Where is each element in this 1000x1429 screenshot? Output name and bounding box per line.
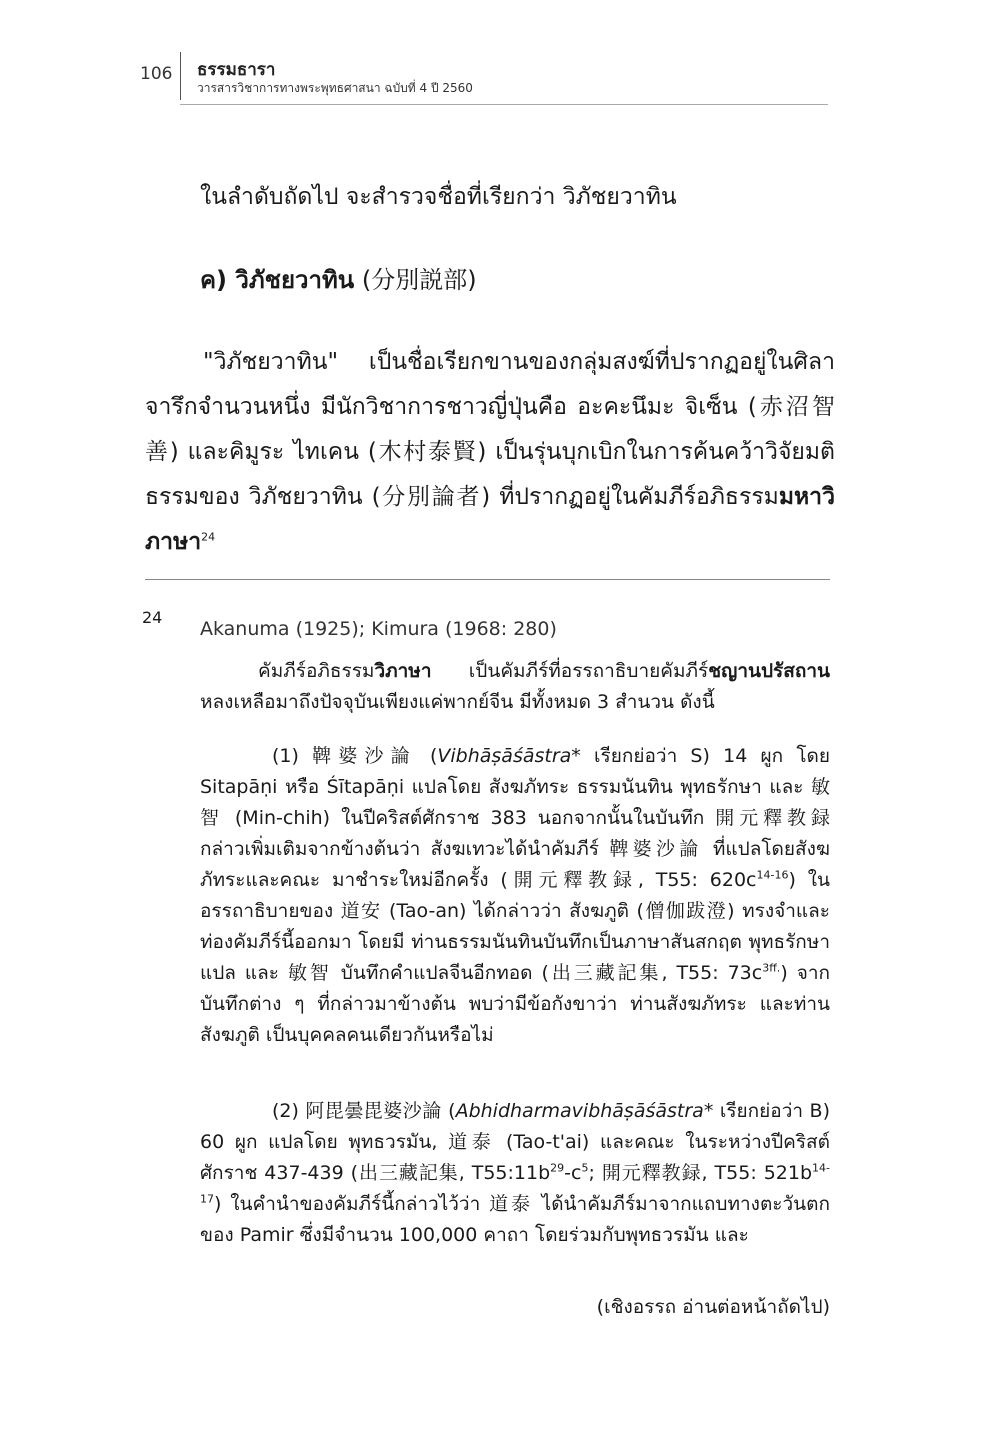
footnote-number: 24 [142,608,163,627]
fn-p2-text-e: ) จากบันทึกต่าง ๆ ที่กล่าวมาข้างต้น พบว่ามีข้อกังขาว่า ท่านสังฆภัทระ และท่านสังฆภูติ เป็นบุคคลคนเดียวกันหรือไม่ [200,962,830,1046]
fn-p3-text-d: -c [564,1162,582,1184]
header-rule [180,104,828,105]
footnote-paragraph-2 [200,741,830,1051]
section-heading [200,258,890,303]
journal-subtitle: วารสารวิชาการทางพระพุทธศาสนา ฉบับที่ 4 ปี 2560 [197,81,473,95]
footnote-paragraph-3 [200,1096,830,1251]
fn-p1-text-e: หลงเหลือมาถึงปัจจุบันเพียงแค่พากย์จีน มีทั้งหมด 3 สำนวน ดังนี้ [200,691,715,713]
fn-p2-sup-1: 14-16 [756,868,789,882]
fn-p1-text-c: เป็นคัมภีร์ที่อรรถาธิบายคัมภีร์ [431,660,709,682]
fn-p2-sup-2: 3ff. [762,961,781,975]
header-divider [180,52,181,100]
fn-p3-text-e: ; 開元釋教録, T55: 521b [588,1162,813,1184]
section-heading-title: ค) วิภัชยวาทิน [200,266,355,294]
body-paragraph-text: "วิภัชยวาทิน" เป็นชื่อเรียกขานของกลุ่มสงฆ์ที่ปรากฏอยู่ในศิลาจารึกจำนวนหนึ่ง มีนักวิชาการชาวญี่ปุ่นคือ อะคะนึมะ จิเซ็น (赤沼智善) และคิมูระ ไทเคน (木村泰賢) เป็นรุ่นบุกเบิกในการค้นคว้าวิจัยมติธรรมของ วิภัชยวาทิน (分別論者) ที่ปรากฏอยู่ในคัมภีร์อภิธรรม [145,349,835,510]
fn-p3-sup-1: 29 [550,1161,565,1175]
fn-p3-italic-title: Abhidharmavibhāṣāśāstra* [455,1100,714,1122]
fn-p3-text-f: ) ในคำนำของคัมภีร์นี้กล่าวไว้ว่า 道泰 ได้นำคัมภีร์มาจากแถบทางตะวันตกของ Pamir ซึ่งมีจำนวน 100,000 คาถา โดยร่วมกับพุทธวรมัน และ [200,1193,830,1246]
fn-p3-sup-3: 14-17 [200,1161,830,1206]
fn-p2-text-d: ) ในอรรถาธิบายของ 道安 (Tao-an) ได้กล่าวว่า สังฆภูติ (僧伽跋澄) ทรงจำและท่องคัมภีร์นี้ออกมา โดยมี ท่านธรรมนันทินบันทึกเป็นภาษาสันสกฤต พุทธรักษาแปล และ 敏智 บันทึกคำแปลจีนอีกทอด (出三藏記集, T55: 73c [200,869,830,984]
footnote-divider [145,579,830,580]
fn-p3-text-c: เรียกย่อว่า B) 60 ผูก แปลโดย พุทธวรมัน, 道泰 (Tao-t'ai) และคณะ ในระหว่างปีคริสต์ศักราช 437-439 (出三藏記集, T55:11b [200,1100,830,1184]
footnote-paragraph-1 [200,656,830,718]
continuation-note: (เชิงอรรถ อ่านต่อหน้าถัดไป) [596,1296,830,1318]
fn-p3-sup-2: 5 [581,1161,589,1175]
fn-p2-text-a: (1) 鞞婆沙論 ( [272,745,438,767]
page-number: 106 [140,64,173,84]
fn-p2-text-c: เรียกย่อว่า S) 14 ผูก โดย Sitapāṇi หรือ Śītapāṇi แปลโดย สังฆภัทระ ธรรมนันทิน พุทธรักษา และ 敏智 (Min-chih) ในปีคริสต์ศักราช 383 นอกจากนั้นในบันทึก 開元釋教録 กล่าวเพิ่มเติมจากข้างต้นว่า สังฆเทวะได้นำคัมภีร์ 鞞婆沙論 ที่แปลโดยสังฆภัทระและคณะ มาชำระใหม่อีกครั้ง (開元釋教録, T55: 620c [200,745,831,891]
fn-p1-bold-d: ชญานปรัสถาน [708,660,830,682]
section-heading-cjk: (分別説部) [361,266,477,294]
fn-p1-text-a: คัมภีร์อภิธรรม [258,660,375,682]
body-paragraph-bold: มหาวิภาษา [145,484,835,555]
intro-line: ในลำดับถัดไป จะสำรวจชื่อที่เรียกว่า วิภัชยวาทิน [200,184,677,210]
footnote-reference[interactable]: 24 [201,530,216,544]
page-header [0,0,1000,110]
body-paragraph [145,340,835,565]
journal-title: ธรรมธารา [197,60,276,80]
footnote-citation: Akanuma (1925); Kimura (1968: 280) [200,618,557,640]
fn-p1-bold-b: วิภาษา [374,660,432,682]
fn-p2-italic-title: Vibhāṣāśāstra* [437,745,581,767]
fn-p3-text-a: (2) 阿毘曇毘婆沙論 ( [272,1100,456,1122]
